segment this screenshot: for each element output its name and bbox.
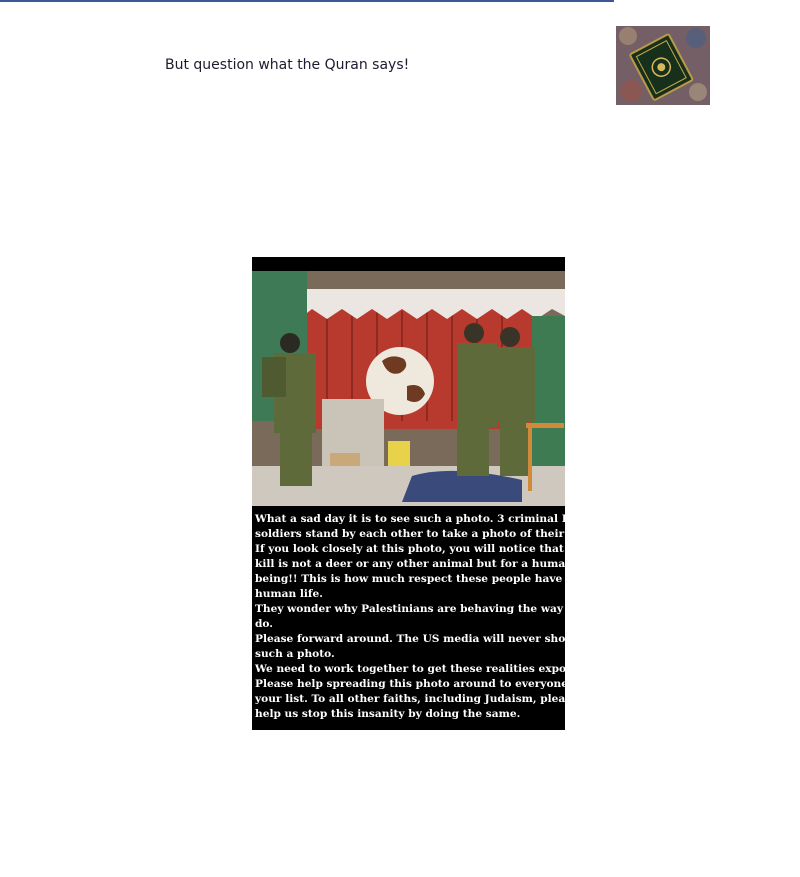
poster-line: kill is not a deer or any other animal but for a human — [255, 558, 573, 570]
poster-text — [255, 512, 600, 722]
poster-line: help us stop this insanity by doing the same. — [255, 708, 521, 720]
poster-line: such a photo. — [255, 648, 335, 660]
poster-line: Please forward around. The US media will never show — [255, 633, 575, 645]
poster-line: If you look closely at this photo, you will notice that the — [255, 543, 587, 555]
poster-line: being!! This is how much respect these people have for — [255, 573, 584, 585]
poster-line: They wonder why Palestinians are behaving the way they — [255, 603, 593, 615]
top-divider — [0, 0, 614, 2]
soldiers-photo — [252, 271, 565, 506]
poster-line: We need to work together to get these realities exposed. — [255, 663, 590, 675]
poster-line: your list. To all other faiths, including Judaism, please — [255, 693, 578, 705]
poster-line: human life. — [255, 588, 323, 600]
poster-line: Please help spreading this photo around to everyone on — [255, 678, 587, 690]
poster-line: What a sad day it is to see such a photo. 3 criminal Israeli — [255, 513, 600, 525]
poster-image — [252, 257, 600, 730]
post-caption: But question what the Quran says! — [165, 57, 410, 73]
poster-line: do. — [255, 618, 273, 630]
quran-thumbnail[interactable] — [616, 26, 710, 105]
poster-line: soldiers stand by each other to take a photo of their kill. — [255, 528, 591, 540]
quran-book-icon — [616, 26, 710, 105]
